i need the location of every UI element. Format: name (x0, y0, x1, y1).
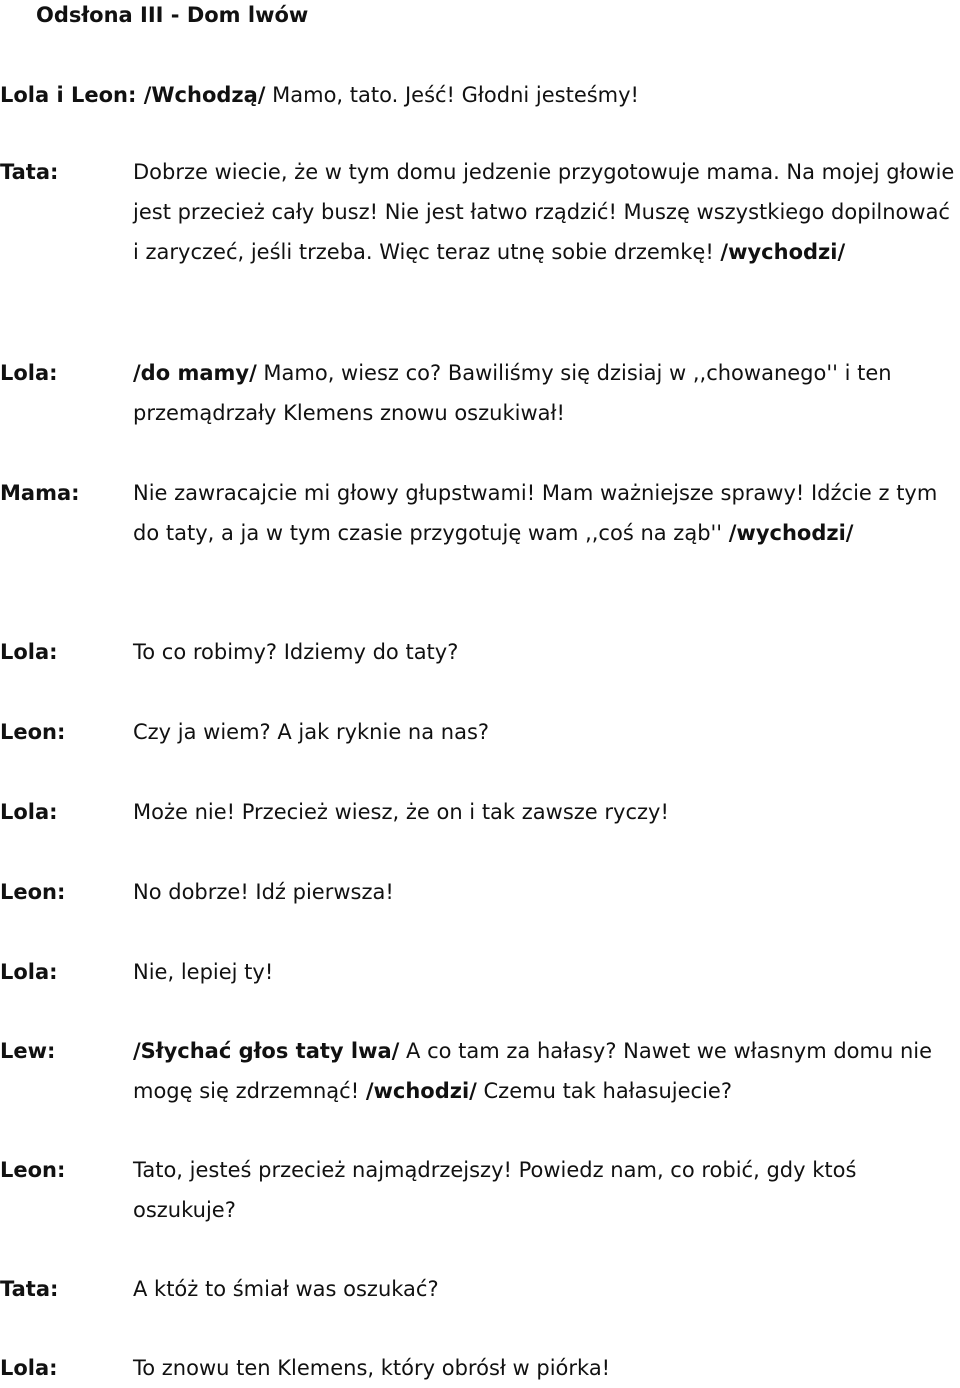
speech-segment: Czy ja wiem? A jak ryknie na nas? (133, 720, 490, 744)
speaker-name: Mama: (0, 481, 80, 505)
stage-direction: /do mamy/ (133, 361, 257, 385)
speech-text (133, 353, 958, 433)
speech-segment: Tato, jesteś przecież najmądrzejszy! Powiedz nam, co robić, gdy ktoś oszukuje? (133, 1158, 857, 1222)
speech-text (133, 1031, 958, 1111)
speech-segment: Czemu tak hałasujecie? (476, 1079, 732, 1103)
speech-segment: A co tam za hałasy? Nawet we własnym domu nie mogę się zdrzemnąć! (133, 1039, 933, 1103)
speaker-name: Leon: (0, 1158, 66, 1182)
intro-line (0, 80, 639, 110)
speech-text (133, 712, 958, 752)
intro-text: Mamo, tato. Jeść! Głodni jesteśmy! (265, 83, 639, 107)
speaker-name: Lola: (0, 640, 58, 664)
speaker-name: Lola: (0, 800, 58, 824)
speaker-name: Lola: (0, 960, 58, 984)
speaker-name: Lola: (0, 1356, 58, 1380)
speech-segment: To znowu ten Klemens, który obrósł w piórka! (133, 1356, 611, 1380)
speaker-name: Tata: (0, 160, 59, 184)
speaker-name: Lola: (0, 361, 58, 385)
speaker-name: Leon: (0, 720, 66, 744)
speech-segment: Nie zawracajcie mi głowy głupstwami! Mam ważniejsze sprawy! Idźcie z tym do taty, a ja w tym czasie przygotuję wam ,,coś na ząb'' (133, 481, 938, 545)
speech-segment: A któż to śmiał was oszukać? (133, 1277, 439, 1301)
speech-segment: Nie, lepiej ty! (133, 960, 274, 984)
speaker-name: Leon: (0, 880, 66, 904)
intro-speaker: Lola i Leon: /Wchodzą/ (0, 83, 266, 107)
speech-text (133, 632, 958, 672)
speech-text (133, 473, 958, 553)
speech-segment: To co robimy? Idziemy do taty? (133, 640, 459, 664)
speech-text (133, 1269, 958, 1309)
speech-segment: Może nie! Przecież wiesz, że on i tak zawsze ryczy! (133, 800, 669, 824)
speech-segment: Mamo, wiesz co? Bawiliśmy się dzisiaj w ,,chowanego'' i ten przemądrzały Klemens znowu oszukiwał! (133, 361, 892, 425)
stage-direction: /wchodzi/ (365, 1079, 477, 1103)
speech-text (133, 872, 958, 912)
speaker-name: Tata: (0, 1277, 59, 1301)
speech-segment: Dobrze wiecie, że w tym domu jedzenie przygotowuje mama. Na mojej głowie jest przecież cały busz! Nie jest łatwo rządzić! Muszę wszystkiego dopilnować i zaryczeć, jeśli trzeba. Więc teraz utnę sobie drzemkę! (133, 160, 955, 264)
speaker-name: Lew: (0, 1039, 56, 1063)
stage-direction: /Słychać głos taty lwa/ (133, 1039, 400, 1063)
speech-segment: No dobrze! Idź pierwsza! (133, 880, 394, 904)
speech-text (133, 792, 958, 832)
speech-text (133, 152, 958, 272)
stage-direction: /wychodzi/ (728, 521, 854, 545)
scene-title: Odsłona III - Dom lwów (36, 3, 309, 27)
speech-text (133, 1150, 958, 1230)
stage-direction: /wychodzi/ (720, 240, 846, 264)
speech-text (133, 952, 958, 992)
speech-text (133, 1348, 958, 1388)
